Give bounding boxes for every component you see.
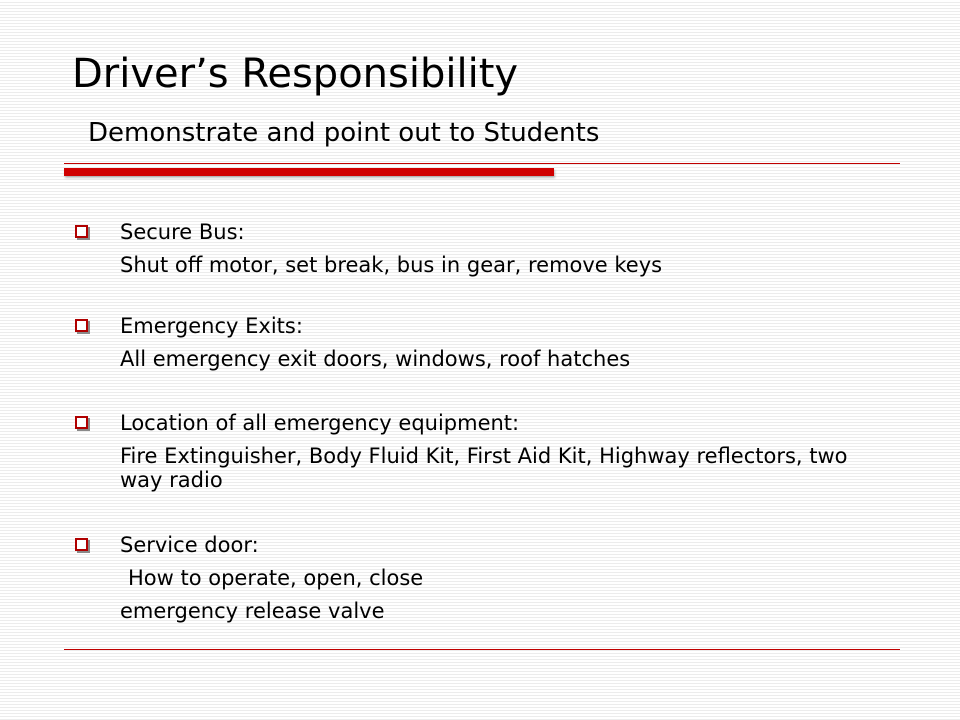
square-bullet-icon: [75, 319, 88, 332]
bullet-detail: Fire Extinguisher, Body Fluid Kit, First Aid Kit, Highway reflectors, two way radio: [120, 444, 848, 492]
square-bullet-icon: [75, 538, 88, 551]
bullet-detail: Shut off motor, set break, bus in gear, remove keys: [120, 253, 663, 277]
bullet-heading: Secure Bus:: [120, 220, 245, 244]
square-bullet-icon: [75, 225, 88, 238]
bullet-detail: All emergency exit doors, windows, roof hatches: [120, 347, 631, 371]
bullet-heading: Location of all emergency equipment:: [120, 411, 520, 435]
bullet-heading: Emergency Exits:: [120, 314, 303, 338]
bullet-detail: emergency release valve: [120, 599, 385, 623]
bullet-heading: Service door:: [120, 533, 259, 557]
slide-subtitle: Demonstrate and point out to Students: [88, 118, 600, 148]
bullet-detail: How to operate, open, close: [128, 566, 424, 590]
square-bullet-icon: [75, 416, 88, 429]
slide-title: Driver’s Responsibility: [72, 51, 519, 97]
footer-divider: [64, 649, 900, 650]
